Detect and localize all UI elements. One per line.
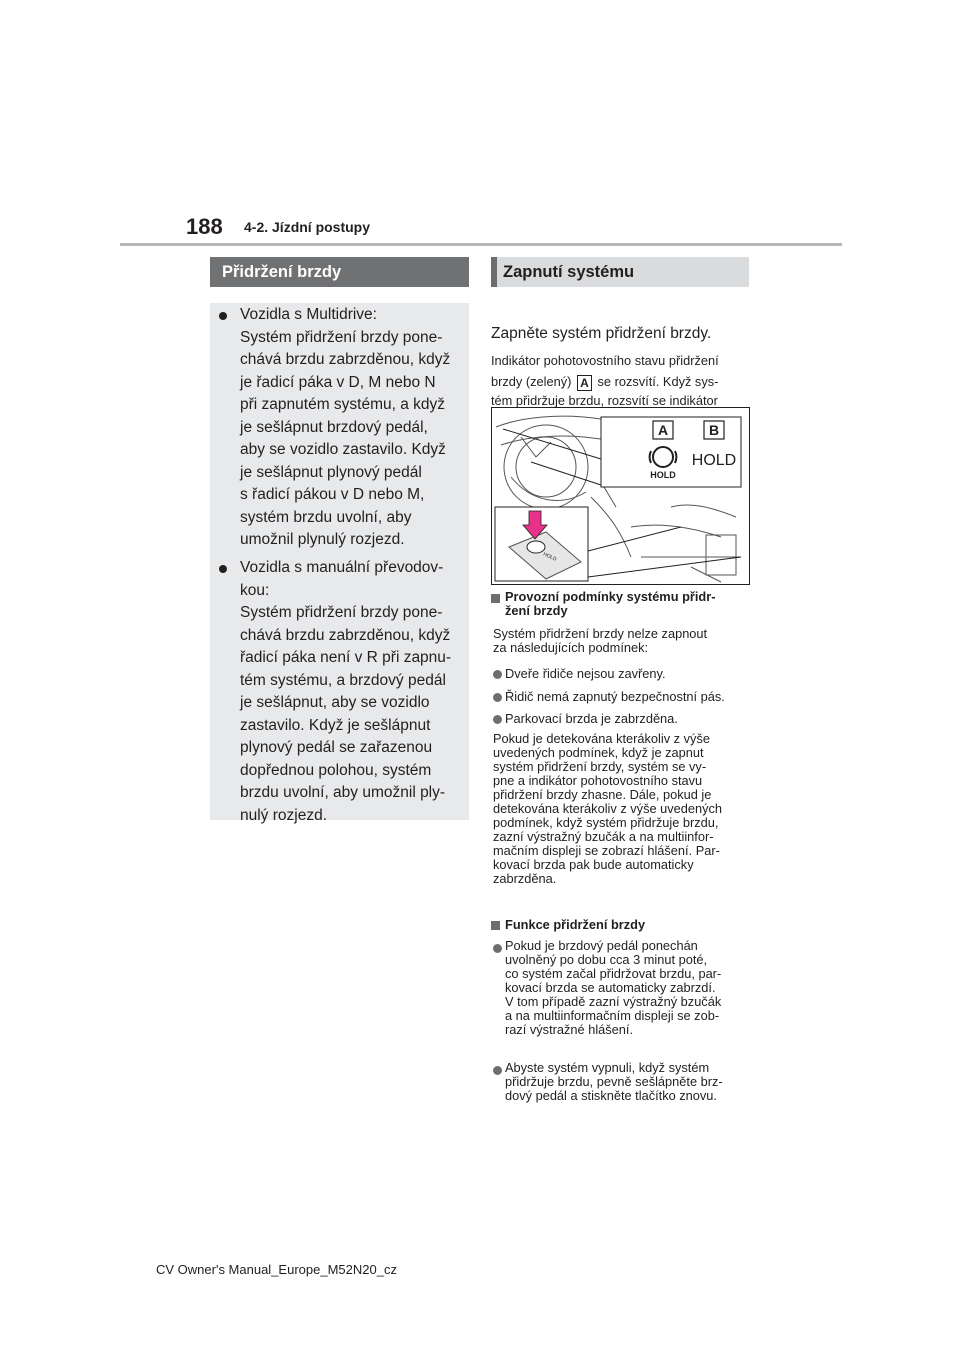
function-item1-line-1: Pokud je brzdový pedál ponechán [505,938,698,953]
section-heading-brake-hold: Přidržení brzdy [210,257,469,287]
conditions-note-line-7: podmínek, když systém přidržuje brzdu, [493,815,719,830]
bullet-manual-line-8: zastavilo. Když je sešlápnut [240,716,431,734]
conditions-note-line-2: uvedených podmínek, když je zapnut [493,745,704,760]
function-item2-line-2: přidržuje brzdu, pevně sešlápněte brz- [505,1074,723,1089]
conditions-note-line-5: přidržení brzdy zhasne. Dále, pokud je [493,787,712,802]
condition-item-3: Parkovací brzda je zabrzděna. [505,711,678,726]
bullet-multidrive-line-7: aby se vozidlo zastavilo. Když [240,441,446,458]
bullet-manual-line-1: Vozidla s manuální převodov- [240,559,444,576]
function-item2-line-1: Abyste systém vypnuli, když systém [505,1060,710,1075]
condition-item-2: Řidič nemá zapnutý bezpečnostní pás. [505,689,725,704]
indicator-text-line-3: tém přidržuje brzdu, rozsvítí se indikátor [491,393,718,408]
conditions-note-line-11: zabrzděna. [493,871,557,886]
indicator-text-line-2 [491,374,718,391]
bullet-multidrive-line-2: Systém přidržení brzdy pone- [240,328,443,346]
figure-label-b: B [708,422,720,438]
bullet-manual-line-2: kou: [240,581,270,599]
bullet-multidrive-line-1: Vozidla s Multidrive: [240,306,377,323]
bullet-multidrive-line-6: je sešlápnut brzdový pedál, [240,418,428,436]
dashboard-illustration [491,407,750,585]
bullet-icon [219,565,227,573]
conditions-note-line-9: mačním displeji se zobrazí hlášení. Par- [493,843,720,858]
conditions-title-line-1: Provozní podmínky systému přidr- [505,589,716,604]
bullet-manual-line-5: řadicí páka není v R při zapnu- [240,649,452,666]
circle-bullet-icon [493,944,502,953]
bullet-manual-line-3: Systém přidržení brzdy pone- [240,604,443,621]
conditions-note-line-1: Pokud je detekována kterákoliv z výše [493,731,710,746]
conditions-title-line-2: žení brzdy [505,603,568,618]
square-bullet-icon [491,921,500,930]
figure-button-text: HOLD [542,551,558,563]
bullet-multidrive-line-9: s řadicí pákou v D nebo M, [240,486,425,503]
circle-bullet-icon [493,693,502,702]
intro-instruction: Zapněte systém přidržení brzdy. [491,325,712,342]
square-bullet-icon [491,594,500,603]
figure-label-a: A [657,422,669,438]
conditions-intro-line-2: za následujících podmínek: [493,640,649,655]
conditions-note-line-8: zazní výstražný bzučák a na multiinfor- [493,829,714,844]
figure-hold-text: HOLD [691,452,737,469]
label-a-box: A [577,375,592,391]
chapter-title: 4-2. Jízdní postupy [244,219,371,235]
bullet-multidrive-line-3: chává brzdu zabrzděnou, když [240,351,451,368]
bullet-multidrive-line-4: je řadicí páka v D, M nebo N [240,373,436,391]
indicator-text-2b: se rozsvítí. Když sys- [597,374,719,389]
bullet-multidrive-line-8: je sešlápnut plynový pedál [240,463,422,481]
bullet-multidrive-line-10: systém brzdu uvolní, aby [240,508,412,526]
condition-item-1: Dveře řidiče nejsou zavřeny. [505,666,666,681]
footer-manual-id: CV Owner's Manual_Europe_M52N20_cz [156,1262,397,1277]
page-number: 188 [186,214,223,239]
bullet-icon [219,312,227,320]
bullet-manual-line-12: nulý rozjezd. [240,806,328,824]
function-item2-line-3: dový pedál a stiskněte tlačítko znovu. [505,1088,717,1103]
circle-bullet-icon [493,715,502,724]
function-item1-line-2: uvolněný po dobu cca 3 minut poté, [505,952,708,967]
bullet-multidrive-line-11: umožnil plynulý rozjezd. [240,531,405,548]
conditions-note-line-6: detekována kterákoliv z výše uvedených [493,801,723,816]
bullet-manual-line-9: plynový pedál se zařazenou [240,739,433,756]
indicator-text-line-1: Indikátor pohotovostního stavu přidržení [491,353,719,368]
left-info-box [210,303,469,824]
function-item1-line-5: V tom případě zazní výstražný bzučák [505,994,722,1009]
function-item1-line-7: razí výstražné hlášení. [505,1022,634,1037]
circle-bullet-icon [493,1066,502,1075]
function-title: Funkce přidržení brzdy [505,917,646,932]
bullet-manual-line-6: tém systému, a brzdový pedál [240,671,446,689]
conditions-note-line-4: pne a indikátor pohotovostního stavu [493,773,703,788]
header-rule [120,243,842,246]
conditions-note-line-3: systém přidržení brzdy, systém se vy- [493,759,707,774]
function-item1-line-3: co systém začal přidržovat brzdu, par- [505,966,722,981]
conditions-intro-line-1: Systém přidržení brzdy nelze zapnout [493,626,708,641]
figure-hold-small: HOLD [650,470,676,480]
bullet-manual-line-11: brzdu uvolní, aby umožnil ply- [240,784,446,801]
indicator-text-2a: brzdy (zelený) [491,374,572,389]
bullet-manual-line-4: chává brzdu zabrzděnou, když [240,626,451,644]
function-item1-line-6: a na multiinformačním displeji se zob- [505,1008,720,1023]
bullet-manual-line-7: je sešlápnut, aby se vozidlo [240,694,430,711]
bullet-multidrive-line-5: při zapnutém systému, a když [240,396,446,413]
circle-bullet-icon [493,670,502,679]
function-item1-line-4: kovací brzda se automaticky zabrzdí. [505,980,716,995]
conditions-note-line-10: kovací brzda pak bude automaticky [493,857,694,872]
section-heading-enable-system: Zapnutí systému [491,257,749,287]
bullet-manual-line-10: dopřednou polohou, systém [240,761,432,779]
